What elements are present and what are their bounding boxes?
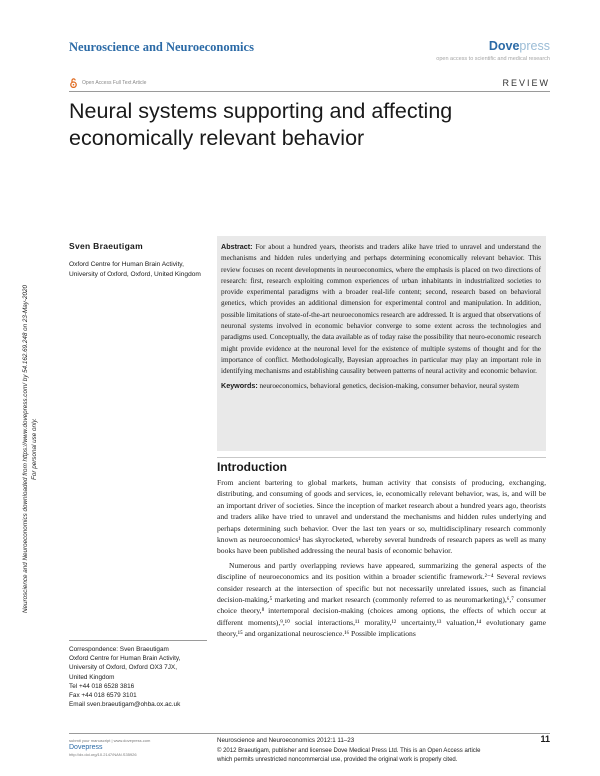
footer-publisher bbox=[69, 737, 150, 758]
license-line-2: which permits unrestricted noncommercial use, provided the original work is properly cited. bbox=[217, 756, 458, 763]
header-divider bbox=[69, 91, 550, 92]
correspondence-divider bbox=[69, 640, 207, 641]
correspondence-line: United Kingdom bbox=[69, 673, 115, 681]
correspondence-block bbox=[69, 645, 214, 709]
watermark-line-2: For personal use only. bbox=[31, 418, 38, 480]
submit-manuscript-link[interactable]: submit your manuscript | www.dovepress.com bbox=[69, 738, 151, 743]
license-notice bbox=[217, 747, 547, 764]
license-line-1: © 2012 Braeutigam, publisher and licensee Dove Medical Press Ltd. This is an Open Access article bbox=[217, 748, 481, 754]
keywords bbox=[221, 380, 541, 392]
author-affiliation: Oxford Centre for Human Brain Activity, University of Oxford, Oxford, United Kingdom bbox=[69, 261, 201, 278]
journal-title[interactable]: Neuroscience and Neuroeconomics bbox=[69, 40, 254, 54]
correspondence-tel: Tel +44 018 6528 3816 bbox=[69, 682, 135, 690]
intro-paragraph-2: Numerous and partly overlapping reviews have appeared, summarizing the general aspects of the discipline of neuroeconomics and its position within a broader scientific framework.²⁻⁴ Several reviews consider research at the intersection of specific but not necessarily unrelated issues, such as financial decision-making,⁵ marketing and market research (commonly referred to as neuromarketing),⁶,⁷ consumer choice theory,⁸ intertemporal decision-making (choices among options, the effects of which occur at different moments),⁹,¹⁰ social interactions,¹¹ morality,¹² uncertainty,¹³ valuation,¹⁴ evolutionary game theory,¹⁵ and organizational neuroscience.¹⁶ Possible implications bbox=[217, 560, 546, 639]
keywords-label: Keywords: bbox=[221, 380, 258, 390]
author-name: Sven Braeutigam bbox=[69, 241, 143, 251]
footer-divider bbox=[69, 733, 550, 734]
brand-tagline: open access to scientific and medical research bbox=[436, 56, 550, 62]
introduction-body bbox=[217, 477, 546, 640]
keywords-text: neuroeconomics, behavioral genetics, decision-making, consumer behavior, neural system bbox=[259, 381, 519, 390]
title-line-1: Neural systems supporting and affecting bbox=[69, 99, 453, 123]
title-line-2: economically relevant behavior bbox=[69, 126, 365, 150]
open-access-badge[interactable] bbox=[69, 78, 146, 88]
watermark-line-1: Neuroscience and Neuroeconomics downloaded from https://www.dovepress.com/ by 54.162.69.248 on 23-May-2020 bbox=[22, 285, 29, 613]
publisher-brand[interactable] bbox=[436, 39, 550, 62]
correspondence-email[interactable]: Email sven.braeutigam@ohba.ox.ac.uk bbox=[69, 701, 181, 709]
correspondence-line: University of Oxford, Oxford OX3 7JX, bbox=[69, 664, 177, 672]
download-watermark bbox=[4, 138, 40, 613]
brand-light: press bbox=[519, 39, 550, 53]
open-access-lock-icon bbox=[69, 78, 78, 88]
intro-paragraph-1: From ancient bartering to global markets, human activity that consists of producing, exchanging, distributing, and consuming of goods and services, ie, economically relevant behavior, was, is, and will be an important driver of societies. Since the inception of market research about a hundred years ago, theorists and traders alike have tried to unravel and understand the mechanisms and hidden rules underlying and perhaps determining such behavior. Over the last ten years or so, multidisciplinary research commonly known as neuroeconomics¹ has skyrocketed, whereby several hundreds of research papers as well as many books have been published addressing the neural basis of economic behavior. bbox=[217, 478, 546, 556]
doi-link[interactable]: http://dx.doi.org/10.2147/NAN.S35926 bbox=[69, 752, 137, 757]
journal-reference: Neuroscience and Neuroeconomics 2012:1 11–23 bbox=[217, 737, 355, 744]
page-number: 11 bbox=[540, 734, 550, 744]
abstract-text: For about a hundred years, theorists and traders alike have tried to unravel and understand the mechanisms and hidden rules underlying and perhaps determining economically relevant behavior. This review focuses on recent developments in neuroeconomics, where the emphasis is placed on two directions of research: first, research exploiting common experiences of urban inhabitants in industrialized societies to provide experimental paradigms with a broader real-life content; second, research based on behavioral genetics, which provides an additional dimension for experimental control and manipulation. In addition, possible limitations of state-of-the-art neuroeconomics research are addressed. It is argued that observations of neuronal systems involved in economic behavior converge to some extent across the technologies and paradigms used. Conceptually, the data available as of today raise the possibility that neuro-economic research might provide evidence at the neuronal level for the existence of multiple systems of thought and for the importance of conflict. Methodologically, Bayesian approaches in particular may play an important role in identifying mechanisms and establishing causality between patterns of neural activity and economic behavior. bbox=[221, 243, 541, 376]
dovepress-logo[interactable] bbox=[436, 39, 550, 53]
article-title bbox=[69, 98, 539, 152]
abstract-label: Abstract: bbox=[221, 242, 253, 251]
correspondence-fax: Fax +44 018 6579 3101 bbox=[69, 692, 137, 700]
abstract-box bbox=[217, 236, 546, 451]
footer-dovepress-logo[interactable]: Dovepress bbox=[69, 744, 103, 751]
correspondence-line: Correspondence: Sven Braeutigam bbox=[69, 646, 169, 653]
brand-bold: Dove bbox=[488, 39, 520, 53]
correspondence-line: Oxford Centre for Human Brain Activity, bbox=[69, 655, 181, 663]
open-access-label: Open Access Full Text Article bbox=[82, 80, 147, 86]
intro-divider bbox=[217, 457, 546, 458]
section-heading-introduction: Introduction bbox=[217, 460, 287, 474]
article-type-label: REVIEW bbox=[502, 78, 550, 88]
abstract bbox=[221, 241, 541, 378]
